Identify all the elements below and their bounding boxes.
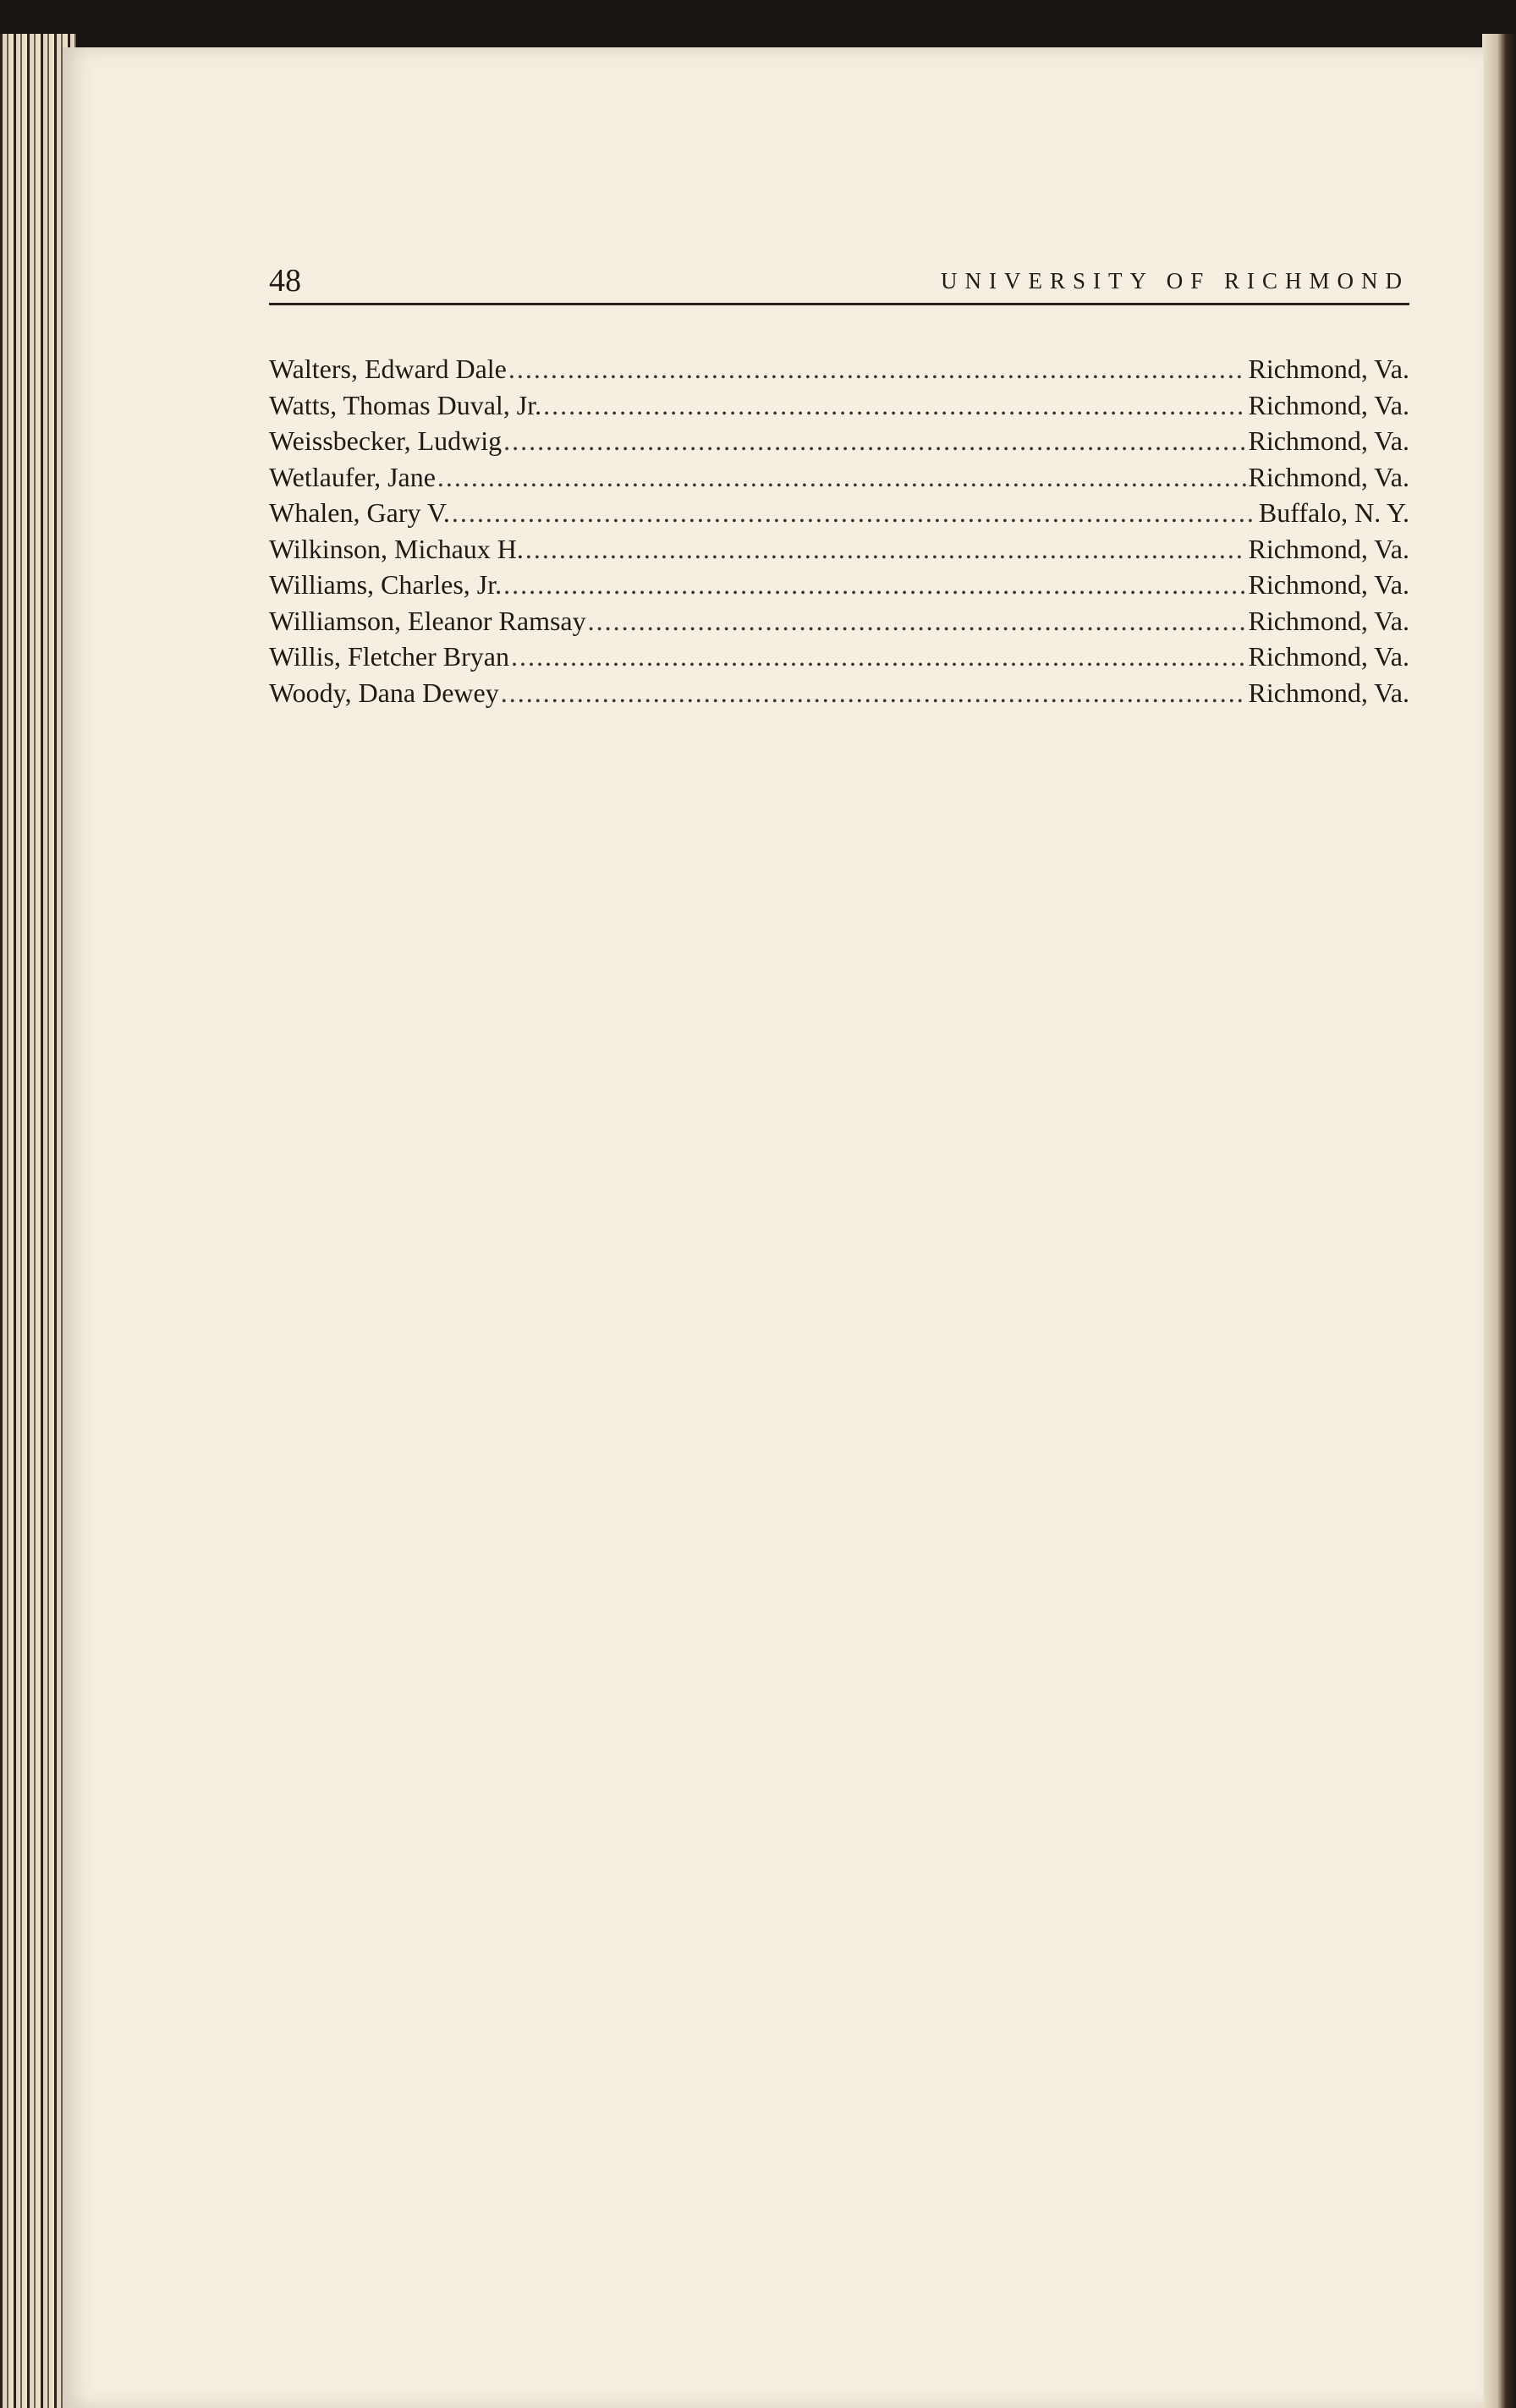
entry-name: Weissbecker, Ludwig bbox=[269, 425, 503, 456]
entry-place: Richmond, Va. bbox=[1248, 605, 1409, 636]
entry-place: Richmond, Va. bbox=[1248, 354, 1409, 384]
dot-leader bbox=[543, 390, 1246, 421]
entry-place: Richmond, Va. bbox=[1248, 533, 1409, 564]
entry-name: Williamson, Eleanor Ramsay bbox=[269, 605, 586, 636]
list-item bbox=[269, 425, 1409, 462]
dot-leader bbox=[437, 462, 1247, 493]
dot-leader bbox=[508, 354, 1247, 385]
entry-name: Woody, Dana Dewey bbox=[269, 677, 499, 708]
running-head: UNIVERSITY OF RICHMOND bbox=[940, 268, 1409, 293]
dot-leader bbox=[452, 497, 1257, 529]
list-item bbox=[269, 354, 1409, 390]
page-number: 48 bbox=[269, 263, 301, 299]
entry-place: Richmond, Va. bbox=[1248, 569, 1409, 600]
page-header bbox=[269, 252, 1409, 305]
entry-name: Watts, Thomas Duval, Jr. bbox=[269, 389, 542, 420]
list-item bbox=[269, 462, 1409, 498]
dot-leader bbox=[503, 569, 1246, 601]
entry-name: Walters, Edward Dale bbox=[269, 354, 507, 384]
dot-leader bbox=[525, 534, 1247, 565]
entry-name: Williams, Charles, Jr. bbox=[269, 569, 503, 600]
dot-leader bbox=[503, 425, 1246, 457]
dot-leader bbox=[501, 677, 1247, 709]
list-item bbox=[269, 497, 1409, 534]
list-item bbox=[269, 534, 1409, 570]
entry-place: Buffalo, N. Y. bbox=[1258, 497, 1409, 528]
entry-place: Richmond, Va. bbox=[1248, 677, 1409, 708]
entry-place: Richmond, Va. bbox=[1248, 389, 1409, 420]
list-item bbox=[269, 677, 1409, 714]
dot-leader bbox=[511, 641, 1247, 672]
page-edge-right bbox=[1482, 34, 1516, 2408]
entry-name: Willis, Fletcher Bryan bbox=[269, 641, 509, 672]
dot-leader bbox=[588, 606, 1247, 637]
list-item bbox=[269, 606, 1409, 642]
list-item bbox=[269, 641, 1409, 677]
directory-list bbox=[269, 354, 1409, 713]
entry-place: Richmond, Va. bbox=[1248, 461, 1409, 492]
entry-place: Richmond, Va. bbox=[1248, 641, 1409, 672]
entry-name: Whalen, Gary V. bbox=[269, 497, 450, 528]
entry-name: Wilkinson, Michaux H. bbox=[269, 533, 524, 564]
list-item bbox=[269, 569, 1409, 606]
entry-place: Richmond, Va. bbox=[1248, 425, 1409, 456]
entry-name: Wetlaufer, Jane bbox=[269, 461, 436, 492]
list-item bbox=[269, 390, 1409, 426]
